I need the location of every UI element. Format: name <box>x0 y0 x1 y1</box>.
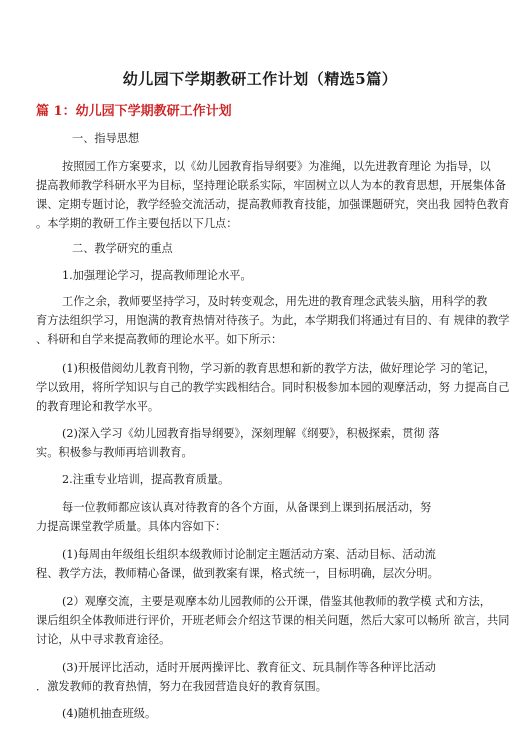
paragraph-line: 、科研和自学来提高教师的理论水平。如下所示： <box>36 333 283 346</box>
item-heading: 2.注重专业培训，提高教育质量。 <box>62 473 230 486</box>
heading-research-focus: 二、教学研究的重点 <box>72 242 173 255</box>
section-heading: 篇 1：幼儿园下学期教研工作计划 <box>36 104 232 119</box>
paragraph-line: (1)每周由年级组长组织本级教师讨论制定主题活动方案、活动目标、活动流 <box>62 548 436 561</box>
document-title: 幼儿园下学期教研工作计划（精选5篇） <box>122 70 398 88</box>
paragraph-line: 。本学期的教研工作主要包括以下几点： <box>36 217 238 230</box>
paragraph-line: 讨论，从中寻求教育途径。 <box>36 633 171 646</box>
paragraph-line: (2）观摩交流，主要是观摩本幼儿园教师的公开课，借鉴其他教师的教学模 式和方法， <box>62 595 491 608</box>
item-heading: 1.加强理论学习，提高教师理论水平。 <box>62 269 252 282</box>
paragraph-line: (4)随机抽查班级。 <box>62 707 157 720</box>
paragraph-line: ．激发教师的教育热情，努力在我园营造良好的教育氛围。 <box>36 680 327 693</box>
paragraph-line: 程、教学方法，教师精心备课，做到教案有课，格式统一，目标明确，层次分明。 <box>36 567 439 580</box>
paragraph-line: 力提高课堂教学质量。具体内容如下： <box>36 520 227 533</box>
paragraph-line: (1)积极借阅幼儿教育刊物，学习新的教育思想和新的教学方法，做好理论学 习的笔记， <box>62 362 496 375</box>
paragraph-line: 课、定期专题讨论，教学经验交流活动，提高教师教育技能，加强课题研究，突出我 园特色教育 <box>36 198 510 211</box>
paragraph-line: 提高教师教学科研水平为目标，坚持理论联系实际，牢固树立以人为本的教育思想，开展集体备 <box>36 179 506 192</box>
paragraph-line: (2)深入学习《幼儿园教育指导纲要》，深刻理解《纲要》，积极探索，贯彻 落 <box>62 427 440 440</box>
paragraph-line: 工作之余，教师要坚持学习，及时转变观念，用先进的教育理念武装头脑，用科学的教 <box>62 295 488 308</box>
paragraph-line: 学以致用，将所学知识与自己的教学实践相结合。同时积极参加本园的观摩活动，努 力提高自己 <box>36 381 510 394</box>
paragraph-line: 每一位教师都应该认真对待教育的各个方面，从备课到上课到拓展活动，努 <box>62 501 432 514</box>
paragraph-line: 课后组织全体教师进行评价，开班老师会介绍这节课的相关问题，然后大家可以畅所 欲言，共同 <box>36 614 510 627</box>
paragraph-line: 育方法组织学习，用饱满的教育热情对待孩子。为此，本学期我们将通过有目的、有 规律的教学 <box>36 314 510 327</box>
paragraph-line: 实。积极参与教师再培训教育。 <box>36 446 193 459</box>
paragraph-line: (3)开展评比活动，适时开展两操评比、教育征文、玩具制作等各种评比活动 <box>62 661 436 674</box>
paragraph-line: 按照园工作方案要求，以《幼儿园教育指导纲要》为准绳，以先进教育理论 为指导，以 <box>62 160 491 173</box>
heading-guiding-ideology: 一、指导思想 <box>72 132 140 145</box>
paragraph-line: 的教育理论和教学水平。 <box>36 400 160 413</box>
